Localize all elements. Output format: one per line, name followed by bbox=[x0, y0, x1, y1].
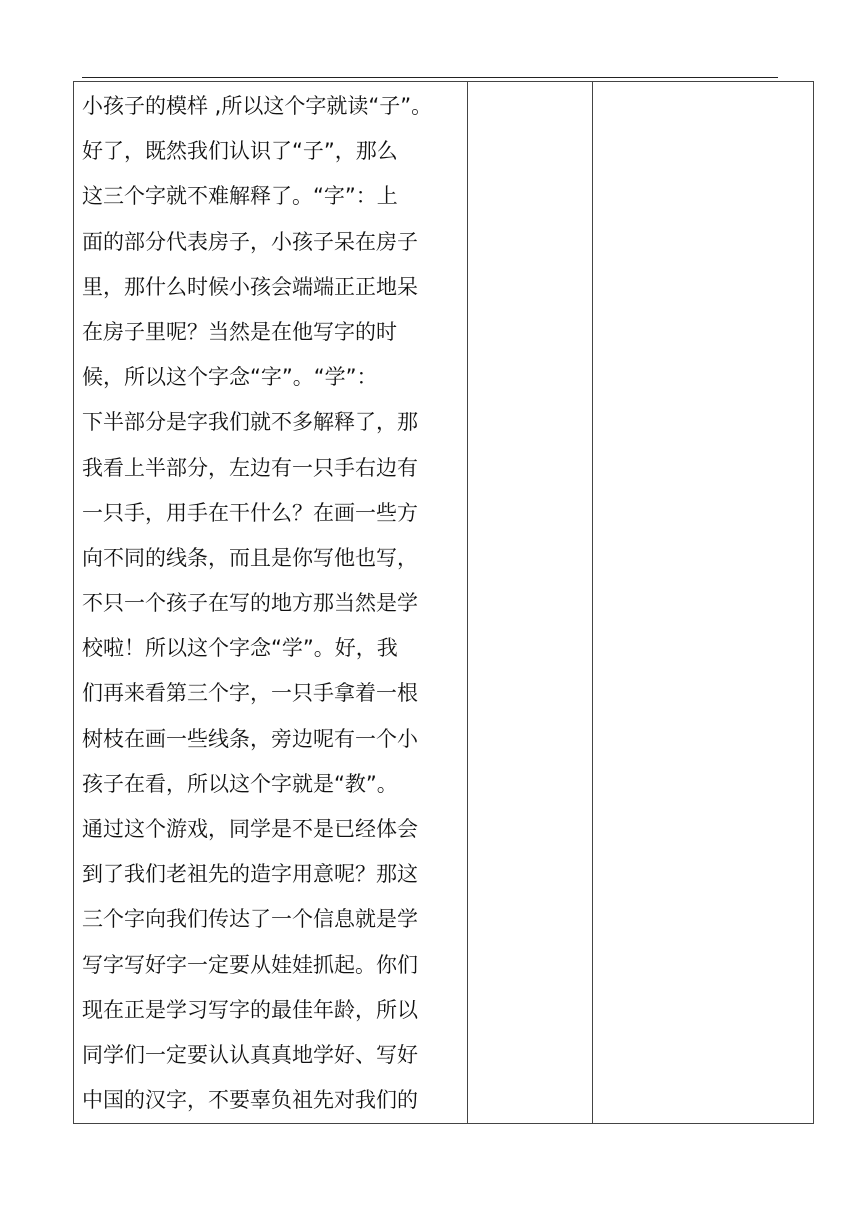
main-content-text bbox=[74, 82, 467, 1123]
lesson-plan-table bbox=[73, 81, 814, 1124]
text-line: 面的部分代表房子，小孩子呆在房子 bbox=[82, 229, 418, 254]
text-line: 孩子在看，所以这个字就是“教”。 bbox=[82, 771, 398, 796]
middle-empty-cell bbox=[468, 82, 593, 1124]
text-line: 好了，既然我们认识了“子”，那么 bbox=[82, 139, 398, 164]
text-line: 校啦！所以这个字念“学”。好，我 bbox=[82, 636, 398, 661]
text-line: 一只手，用手在干什么？在画一些方 bbox=[82, 500, 418, 525]
header-rule bbox=[82, 77, 778, 78]
right-empty-cell bbox=[593, 82, 814, 1124]
text-line: 通过这个游戏，同学是不是已经体会 bbox=[82, 817, 418, 841]
text-line: 候，所以这个字念“字”。“学”： bbox=[82, 365, 378, 390]
text-line: 里，那什么时候小孩会端端正正地呆 bbox=[82, 274, 418, 299]
text-line: 们再来看第三个字，一只手拿着一根 bbox=[82, 681, 418, 706]
text-line: 这三个字就不难解释了。“字”：上 bbox=[82, 184, 398, 209]
table-row bbox=[74, 82, 814, 1124]
text-line: 下半部分是字我们就不多解释了，那 bbox=[82, 410, 418, 435]
text-line: 写字写好字一定要从娃娃抓起。你们 bbox=[82, 952, 418, 977]
text-line: 中国的汉字，不要辜负祖先对我们的 bbox=[82, 1088, 418, 1113]
text-line: 现在正是学习写字的最佳年龄，所以 bbox=[82, 997, 418, 1022]
text-line: 不只一个孩子在写的地方那当然是学 bbox=[82, 591, 418, 616]
text-line: 同学们一定要认认真真地学好、写好 bbox=[82, 1042, 418, 1067]
text-line: 我看上半部分，左边有一只手右边有 bbox=[82, 455, 418, 480]
text-line: 小孩子的模样 ,所以这个字就读“子”。 bbox=[82, 94, 433, 118]
text-line: 向不同的线条，而且是你写他也写， bbox=[82, 545, 418, 570]
main-content-cell bbox=[74, 82, 468, 1124]
text-line: 在房子里呢？当然是在他写字的时 bbox=[82, 319, 397, 344]
text-line: 到了我们老祖先的造字用意呢？那这 bbox=[82, 862, 418, 887]
text-line: 树枝在画一些线条，旁边呢有一个小 bbox=[82, 726, 418, 751]
text-line: 三个字向我们传达了一个信息就是学 bbox=[82, 907, 418, 932]
